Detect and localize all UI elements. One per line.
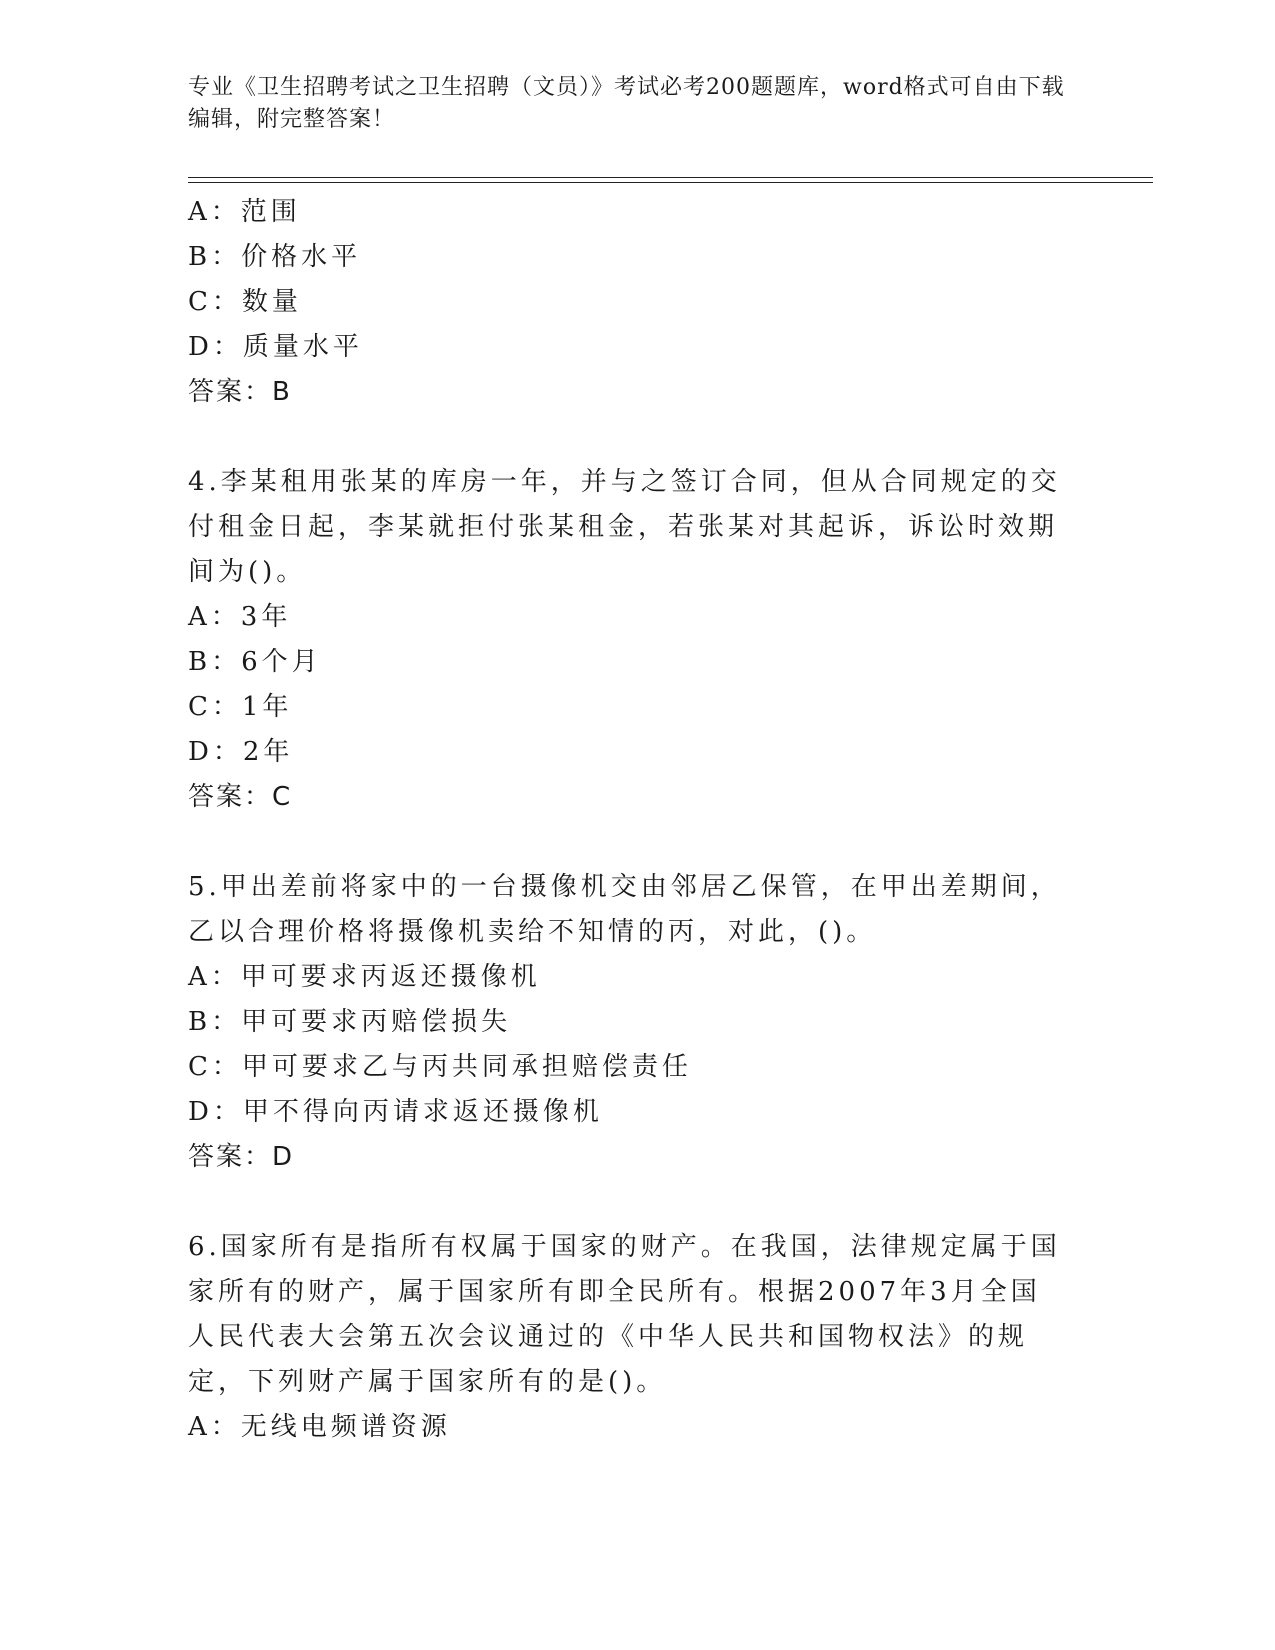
- question-6: [188, 1225, 1088, 1450]
- option-a: A：甲可要求丙返还摄像机: [188, 962, 541, 992]
- question-5: [188, 865, 1088, 1180]
- option-a: A：3年: [188, 602, 292, 632]
- option-c: C：1年: [188, 692, 293, 722]
- document-header: 专业《卫生招聘考试之卫生招聘（文员）》考试必考200题题库，word格式可自由下载编辑，附完整答案！: [188, 75, 1065, 132]
- question-text: 5.甲出差前将家中的一台摄像机交由邻居乙保管，在甲出差期间，乙以合理价格将摄像机卖给不知情的丙，对此，()。: [188, 872, 1061, 947]
- option-c: C：甲可要求乙与丙共同承担赔偿责任: [188, 1052, 692, 1082]
- question-text: 4.李某租用张某的库房一年，并与之签订合同，但从合同规定的交付租金日起，李某就拒付张某租金，若张某对其起诉，诉讼时效期间为()。: [188, 467, 1061, 587]
- answer-line: 答案：C: [188, 782, 293, 812]
- answer-line: 答案：D: [188, 1142, 295, 1172]
- option-b: B：价格水平: [188, 242, 362, 272]
- option-d: D：2年: [188, 737, 294, 767]
- question-4: [188, 460, 1088, 820]
- question-text: 6.国家所有是指所有权属于国家的财产。在我国，法律规定属于国家所有的财产，属于国家所有即全民所有。根据2007年3月全国人民代表大会第五次会议通过的《中华人民共和国物权法》的规定，下列财产属于国家所有的是()。: [188, 1232, 1061, 1397]
- question-3: [188, 190, 1088, 415]
- option-a: A：范围: [188, 197, 301, 227]
- option-d: D：质量水平: [188, 332, 363, 362]
- option-a: A：无线电频谱资源: [188, 1412, 451, 1442]
- header-divider-bottom: [188, 182, 1153, 183]
- option-c: C：数量: [188, 287, 302, 317]
- answer-line: 答案：B: [188, 377, 292, 407]
- header-divider-top: [188, 177, 1153, 178]
- option-b: B：6个月: [188, 647, 322, 677]
- option-b: B：甲可要求丙赔偿损失: [188, 1007, 512, 1037]
- question-list: [188, 190, 1088, 1450]
- option-d: D：甲不得向丙请求返还摄像机: [188, 1097, 603, 1127]
